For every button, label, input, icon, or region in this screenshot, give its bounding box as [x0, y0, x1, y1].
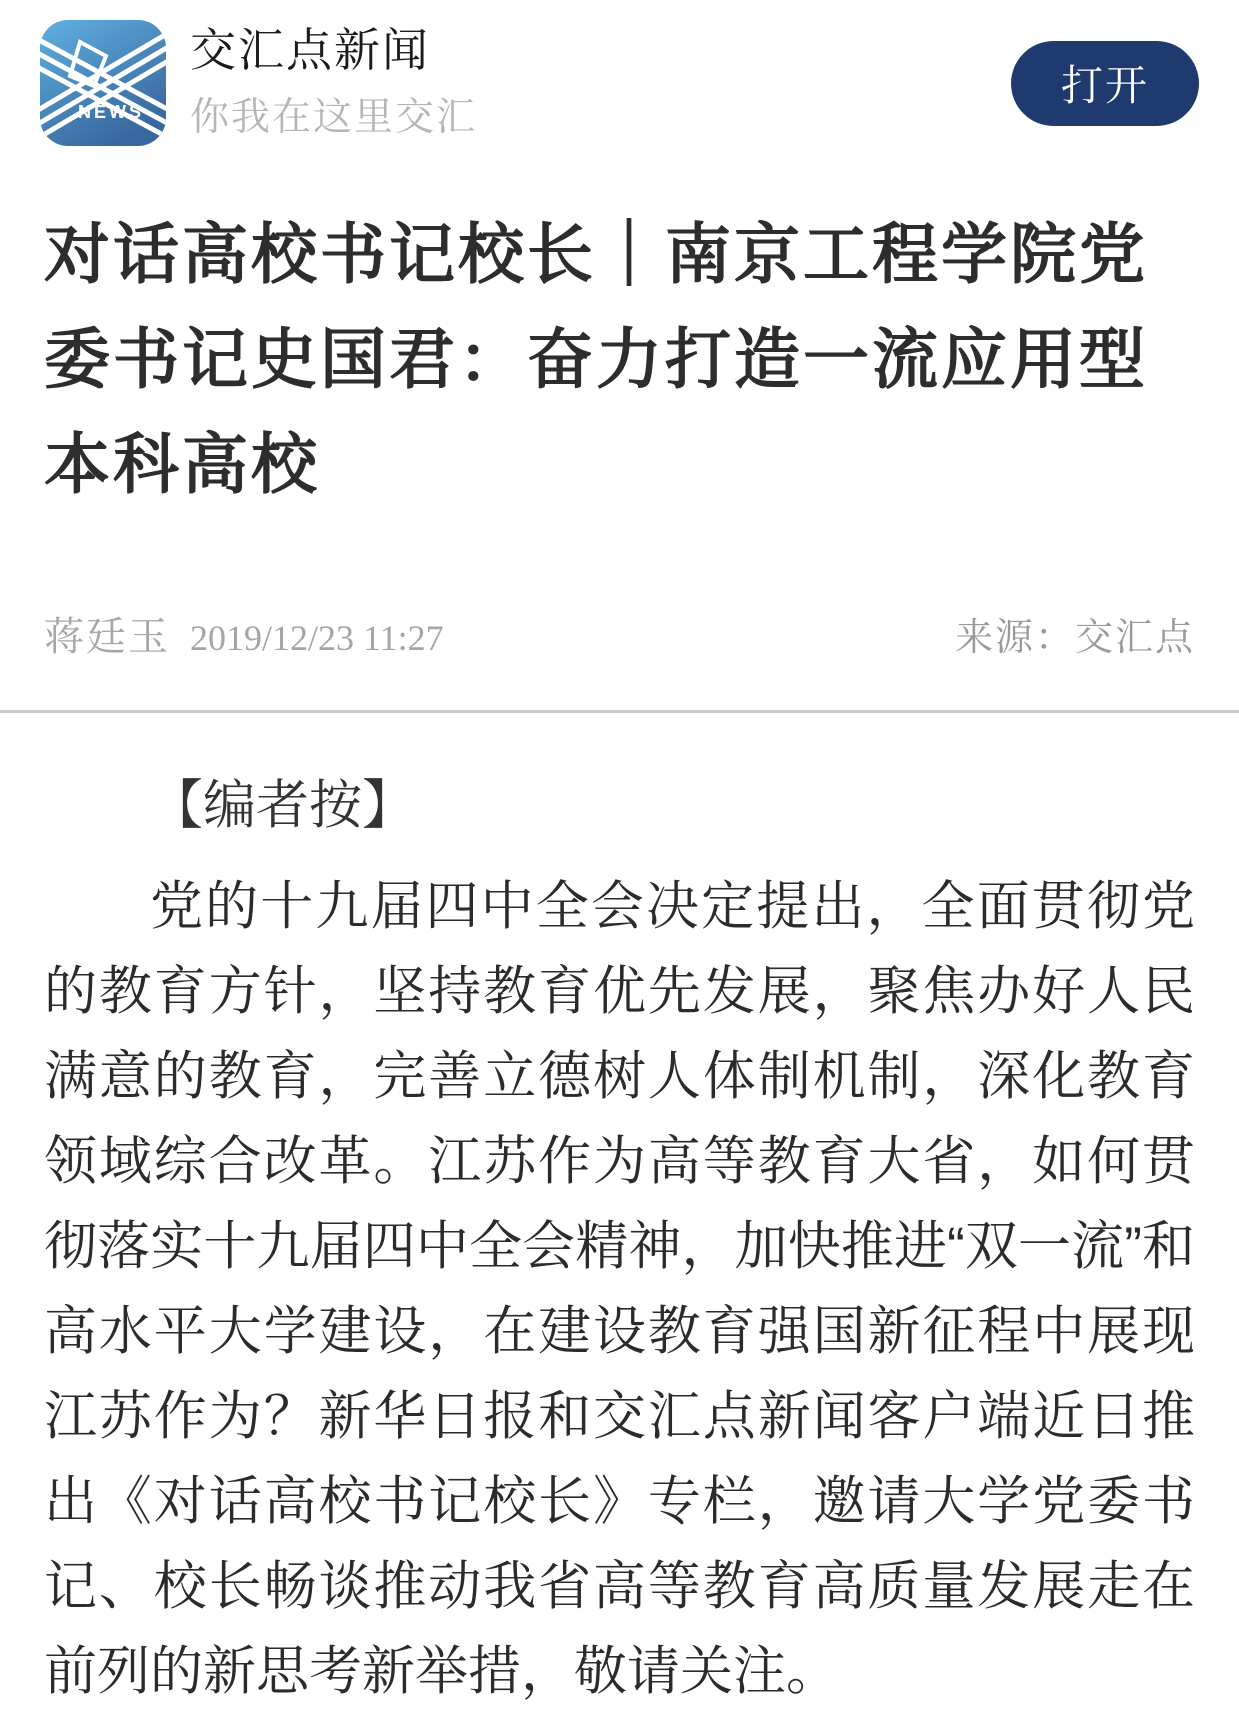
article-source: 来源：交汇点 — [954, 617, 1195, 659]
app-banner — [0, 0, 1239, 146]
editor-note-paragraph: 党的十九届四中全会决定提出，全面贯彻党的教育方针，坚持教育优先发展，聚焦办好人民满意的教育，完善立德树人体制机制，深化教育领域综合改革。江苏作为高等教育大省，如何贯彻落实十九届四中全会精神，加快推进“双一流”和高水平大学建设，在建设教育强国新征程中展现江苏作为？新华日报和交汇点新闻客户端近日推出《对话高校书记校长》专栏，邀请大学党委书记、校长畅谈推动我省高等教育高质量发展走在前列的新思考新举措，敬请关注。 — [44, 877, 1195, 1701]
open-app-button[interactable]: 打开 — [1011, 41, 1199, 126]
editor-note-heading: 【编者按】 — [150, 776, 415, 835]
article-author: 蒋廷玉 — [44, 615, 170, 659]
article-meta — [44, 605, 1195, 662]
app-logo-icon — [40, 20, 166, 146]
section-divider — [0, 710, 1239, 713]
app-name: 交汇点新闻 — [190, 23, 430, 76]
article-body — [44, 763, 1195, 1714]
article-datetime: 2019/12/23 11:27 — [190, 618, 444, 658]
app-tagline: 你我在这里交汇 — [190, 96, 478, 140]
app-icon-news-label: NEWS — [78, 102, 144, 122]
article-title: 对话高校书记校长｜南京工程学院党委书记史国君：奋力打造一流应用型本科高校 — [44, 217, 1148, 501]
app-banner-texts — [190, 24, 477, 143]
